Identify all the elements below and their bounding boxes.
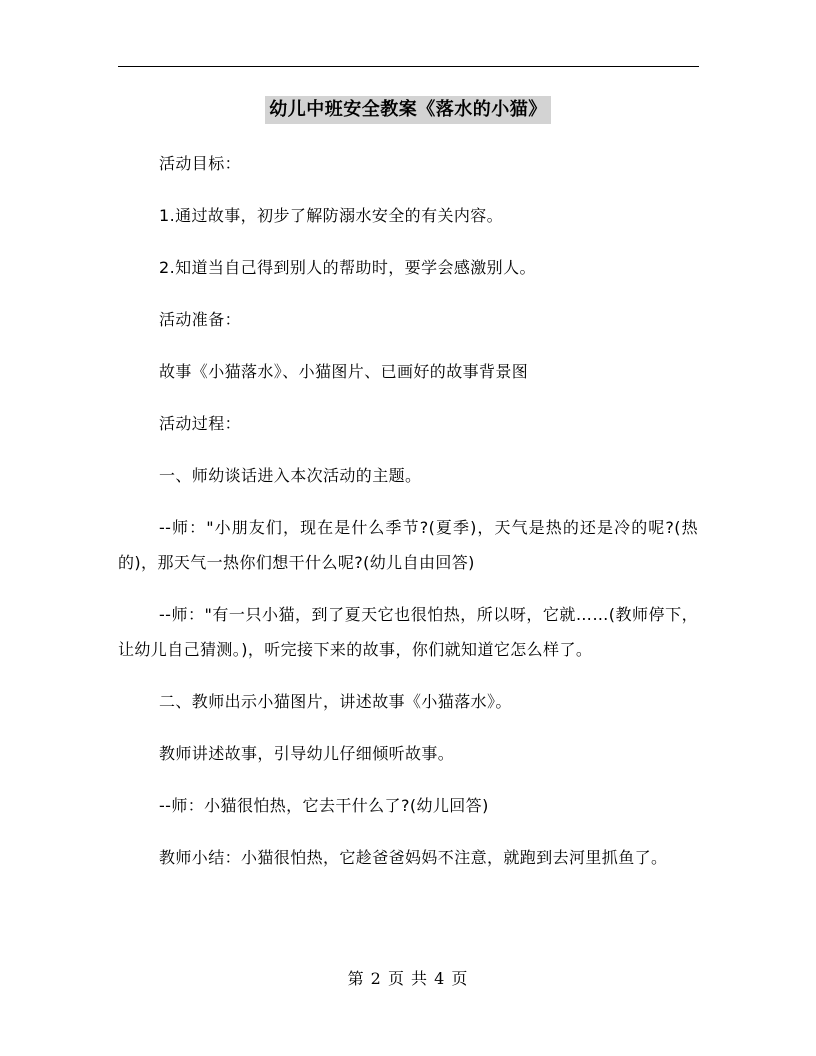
paragraph: 教师小结：小猫很怕热，它趁爸爸妈妈不注意，就跑到去河里抓鱼了。	[159, 848, 668, 867]
paragraph: 一、师幼谈话进入本次活动的主题。	[159, 466, 422, 485]
paragraph: 教师讲述故事，引导幼儿仔细倾听故事。	[159, 744, 455, 763]
page-title: 幼儿中班安全教案《落水的小猫》	[265, 96, 551, 124]
paragraph: 活动准备：	[159, 310, 242, 329]
title-block	[0, 96, 816, 124]
document-body	[118, 146, 698, 892]
page-footer: 第 2 页 共 4 页	[347, 969, 469, 988]
paragraph: 故事《小猫落水》、小猫图片、已画好的故事背景图	[159, 362, 529, 381]
paragraph: 活动过程：	[159, 414, 242, 433]
paragraph: 活动目标：	[159, 154, 242, 173]
paragraph: --师："有一只小猫，到了夏天它也很怕热，所以呀，它就……(教师停下，让幼儿自己猜测。)，听完接下来的故事，你们就知道它怎么样了。	[118, 605, 698, 659]
paragraph: --师："小朋友们，现在是什么季节?(夏季)，天气是热的还是冷的呢?(热的)，那天气一热你们想干什么呢?(幼儿自由回答)	[118, 518, 698, 572]
paragraph: 2.知道当自己得到别人的帮助时，要学会感激别人。	[159, 258, 536, 277]
paragraph: --师：小猫很怕热，它去干什么了?(幼儿回答)	[159, 796, 489, 815]
header-rule	[118, 66, 699, 67]
paragraph: 二、教师出示小猫图片，讲述故事《小猫落水》。	[159, 692, 512, 711]
paragraph: 1.通过故事，初步了解防溺水安全的有关内容。	[159, 206, 504, 225]
